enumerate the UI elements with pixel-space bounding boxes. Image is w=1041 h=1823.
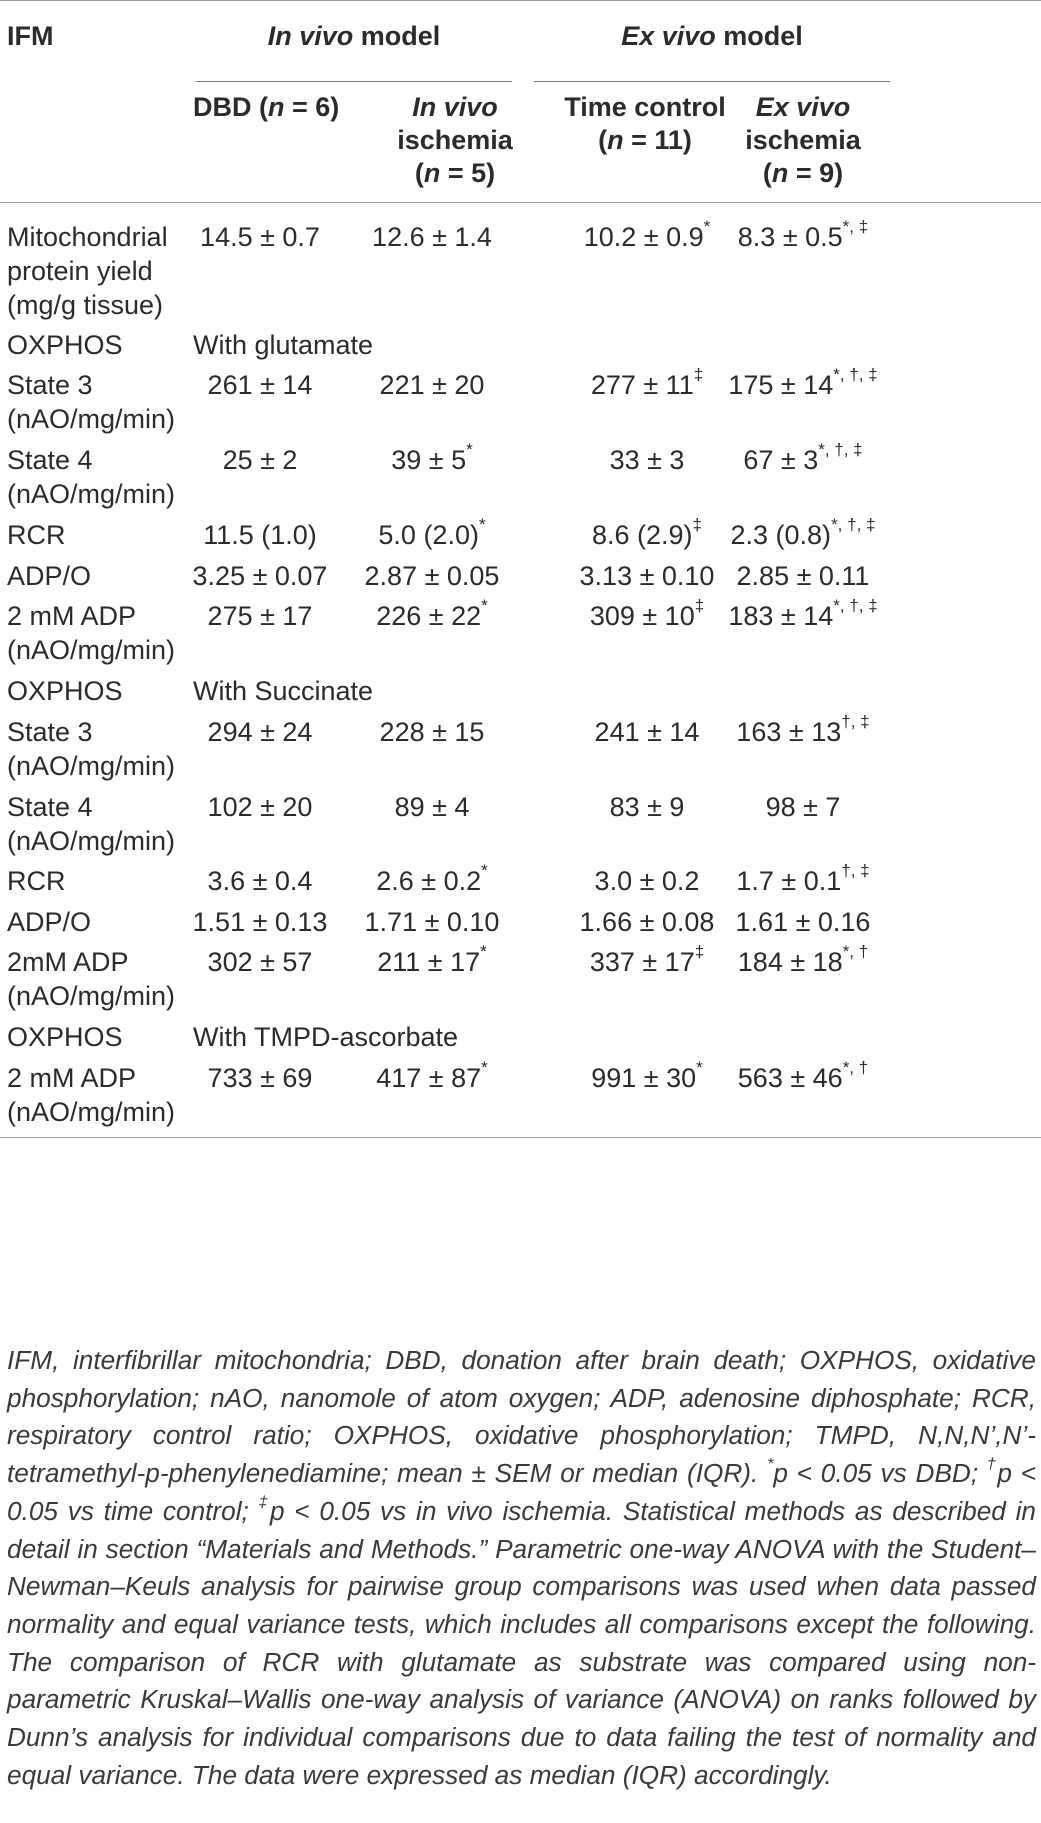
cell-value: 337 ± 17 [589,947,695,977]
table-cell-g_s3-3 [653,365,953,405]
bottom-rule [0,1137,1041,1138]
row-label-yield-0: Mitochondrial [7,222,168,252]
cell-value: 275 ± 17 [207,601,313,631]
corner-header: IFM [7,21,54,51]
significance-marker: *, †, ‡ [833,365,878,384]
section-substrate-sec1: With glutamate [193,330,374,360]
col-header-in-vivo-ischemia: In vivo ischemia (n = 5) [397,92,513,188]
group-header-ex-vivo-rest: model [715,21,803,51]
cell-value: 25 ± 2 [222,445,298,475]
table-cell-s_rcr-3 [653,861,953,901]
cell-value: 991 ± 30 [591,1063,697,1093]
cell-value: 2.87 ± 0.05 [364,561,500,591]
row-label-g_s4-0: State 4 [7,445,93,475]
cell-value: 10.2 ± 0.9 [583,222,704,252]
significance-marker: *, † [842,1058,869,1077]
cell-value: 102 ± 20 [207,792,313,822]
significance-marker: * [703,217,711,236]
row-label-yield-2: (mg/g tissue) [7,290,164,320]
cell-value: 1.51 ± 0.13 [192,907,328,937]
group-header-in-vivo [196,16,512,56]
row-label-s_s3-0: State 3 [7,717,93,747]
significance-marker: ‡ [692,515,703,534]
row-label-s_rcr-0: RCR [7,866,66,896]
cell-value: 417 ± 87 [376,1063,482,1093]
row-label-g_rcr-0: RCR [7,520,66,550]
group-header-ex-vivo [534,16,890,56]
table-cell-g_adp-3 [653,596,953,636]
row-label-g_s3-0: State 3 [7,370,93,400]
significance-marker: * [481,861,488,880]
row-label-t_adp-0: 2 mM ADP [7,1063,137,1093]
section-label-sec2: OXPHOS [7,676,123,706]
cell-value: 3.13 ± 0.10 [579,561,715,591]
section-substrate-sec2: With Succinate [193,676,374,706]
cell-value: 8.6 (2.9) [591,520,693,550]
cell-value: 89 ± 4 [394,792,470,822]
cell-value: 277 ± 11 [590,370,694,400]
cell-value: 2.3 (0.8) [730,520,832,550]
group-header-in-vivo-italic: In vivo [267,21,354,51]
row-label-s_adpo-0: ADP/O [7,907,92,937]
cell-value: 14.5 ± 0.7 [200,222,320,252]
cell-value: 163 ± 13 [736,717,842,747]
cell-value: 733 ± 69 [207,1063,313,1093]
significance-marker: *, †, ‡ [833,596,878,615]
table-cell-s_adpo-3 [653,902,953,942]
table-cell-s_s3-3 [653,712,953,752]
significance-marker: *, †, ‡ [818,440,863,459]
table-cell-g_adpo-3 [653,556,953,596]
row-label-g_adp-1: (nAO/mg/min) [7,635,176,665]
col-header-dbd: DBD (n = 6) [193,92,340,122]
section-label-sec3: OXPHOS [7,1022,123,1052]
table-cell-t_adp-3 [653,1058,953,1098]
row-label-yield-1: protein yield [7,256,153,286]
significance-marker: * [696,1058,703,1077]
col-header-time-control: Time control (n = 11) [564,92,726,155]
table-footnote [7,1342,1036,1794]
group-rule-ex-vivo [534,81,890,82]
significance-marker: ‡ [694,596,705,615]
group-rule-in-vivo [196,81,512,82]
col-header-ex-vivo-ischemia: Ex vivo ischemia (n = 9) [745,92,861,188]
cell-value: 309 ± 10 [589,601,695,631]
group-header-ex-vivo-italic: Ex vivo [621,21,716,51]
row-label-g_adp-0: 2 mM ADP [7,601,137,631]
cell-value: 183 ± 14 [728,601,834,631]
section-label-sec1: OXPHOS [7,330,123,360]
significance-marker: ‡ [694,942,705,961]
cell-value: 1.71 ± 0.10 [364,907,500,937]
row-label-g_adpo-0: ADP/O [7,561,92,591]
table-cell-s_adp-3 [653,942,953,982]
cell-value: 294 ± 24 [207,717,313,747]
cell-value: 39 ± 5 [391,445,467,475]
significance-marker: ‡ [693,365,704,384]
significance-marker: * [481,596,488,615]
cell-value: 3.6 ± 0.4 [207,866,313,896]
cell-value: 5.0 (2.0) [378,520,479,550]
row-label-t_adp-1: (nAO/mg/min) [7,1097,176,1127]
significance-marker: * [466,440,473,459]
footnote-sig3: p < 0.05 vs in vivo ischemia. [269,1495,614,1526]
header-rule [0,202,1041,203]
table-cell-g_s4-3 [653,440,953,480]
footnote-sig1: p < 0.05 vs DBD; [773,1458,987,1489]
cell-value: 241 ± 14 [594,717,700,747]
cell-value: 261 ± 14 [207,370,313,400]
significance-marker: †, ‡ [841,861,870,880]
row-label-g_s3-1: (nAO/mg/min) [7,404,176,434]
cell-value: 1.7 ± 0.1 [736,866,842,896]
cell-value: 3.25 ± 0.07 [192,561,328,591]
cell-value: 302 ± 57 [207,947,313,977]
cell-value: 184 ± 18 [737,947,843,977]
footnote-sig2-symbol: † [986,1456,998,1474]
significance-marker: *, † [842,942,869,961]
footnote-methods: Statistical methods as described in detail in section “Materials and Methods.” Parametric one-way ANOVA with the Student–Newman–Keuls analysis for pairwise group comparisons was used when data passed normality and equal variance tests, which includes all comparisons except the following. The comparison of RCR with glutamate as substrate was compared using non-parametric Kruskal–Wallis one-way analysis of variance (ANOVA) on ranks followed by Dunn’s analysis for individual comparisons due to data failing the test of normality and equal variance. The data were expressed as median (IQR) accordingly. [7,1495,1036,1790]
section-substrate-sec3: With TMPD-ascorbate [193,1022,459,1052]
significance-marker: *, †, ‡ [831,515,876,534]
table-cell-yield-3 [653,217,953,257]
row-label-g_s4-1: (nAO/mg/min) [7,479,176,509]
row-label-s_s3-1: (nAO/mg/min) [7,751,176,781]
top-rule [0,0,1041,1]
row-label-s_s4-1: (nAO/mg/min) [7,826,176,856]
cell-value: 12.6 ± 1.4 [372,222,492,252]
cell-value: 1.61 ± 0.16 [735,907,871,937]
row-label-s_adp-1: (nAO/mg/min) [7,981,176,1011]
significance-marker: *, ‡ [842,217,869,236]
significance-marker: * [481,1058,488,1077]
cell-value: 226 ± 22 [376,601,482,631]
significance-marker: * [478,515,486,534]
cell-value: 8.3 ± 0.5 [737,222,843,252]
row-label-s_s4-0: State 4 [7,792,93,822]
table-cell-g_rcr-3 [653,515,953,555]
significance-marker: * [480,942,487,961]
footnote-abbreviations: IFM, interfibrillar mitochondria; DBD, donation after brain death; OXPHOS, oxidative phosphorylation; nAO, nanomole of atom oxygen; ADP, adenosine diphosphate; RCR, respiratory control ratio; OXPHOS, oxidative phosphorylation; TMPD, N,N,N’,N’-tetramethyl-p-phenylenediamine; mean ± SEM or median (IQR). [7,1345,1036,1489]
cell-value: 83 ± 9 [609,792,685,822]
cell-value: 221 ± 20 [379,370,485,400]
cell-value: 11.5 (1.0) [203,520,317,550]
cell-value: 175 ± 14 [728,370,834,400]
cell-value: 1.66 ± 0.08 [579,907,715,937]
significance-marker: †, ‡ [841,712,870,731]
cell-value: 3.0 ± 0.2 [594,866,700,896]
cell-value: 563 ± 46 [737,1063,843,1093]
row-label-s_adp-0: 2mM ADP [7,947,129,977]
cell-value: 2.6 ± 0.2 [376,866,482,896]
table-cell-s_s4-3 [653,787,953,827]
cell-value: 2.85 ± 0.11 [736,561,870,591]
cell-value: 211 ± 17 [377,947,481,977]
footnote-sig2: p < 0.05 vs time control; [7,1458,1037,1526]
cell-value: 33 ± 3 [609,445,685,475]
cell-value: 228 ± 15 [379,717,485,747]
cell-value: 98 ± 7 [765,792,841,822]
group-header-in-vivo-rest: model [353,21,441,51]
footnote-sig1-symbol: * [767,1456,774,1474]
cell-value: 67 ± 3 [743,445,819,475]
footnote-sig3-symbol: ‡ [258,1494,270,1512]
